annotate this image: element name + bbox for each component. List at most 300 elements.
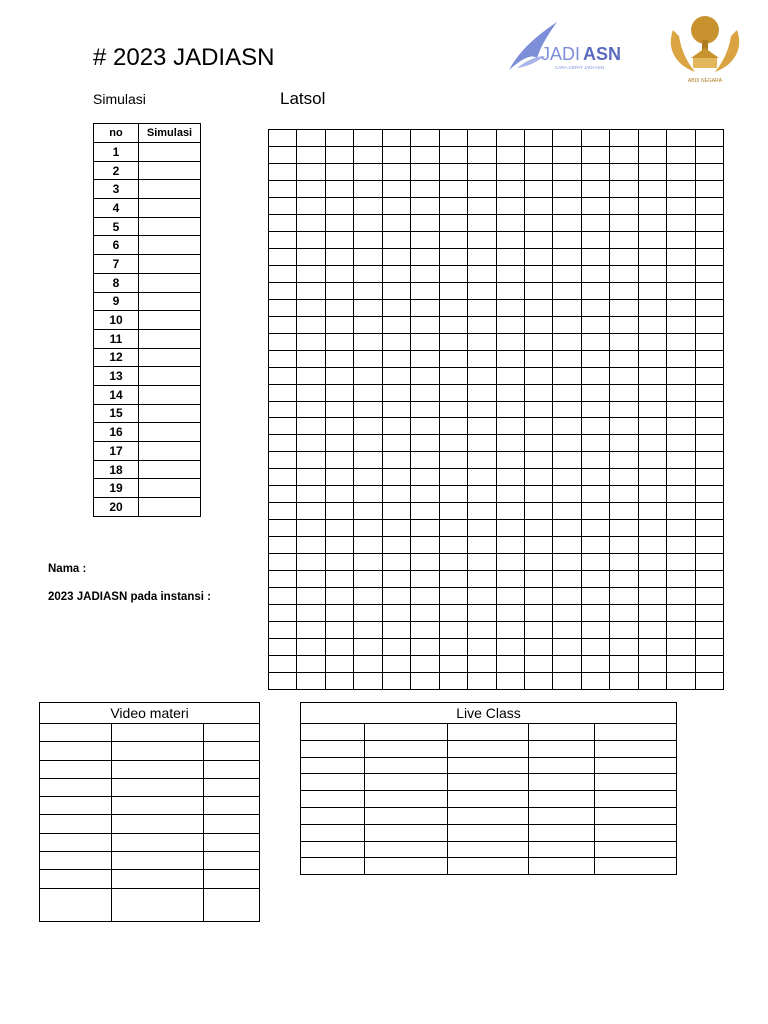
latsol-cell[interactable] (297, 367, 325, 384)
latsol-cell[interactable] (496, 503, 524, 520)
video-cell[interactable] (204, 797, 260, 815)
latsol-cell[interactable] (667, 350, 695, 367)
latsol-cell[interactable] (496, 554, 524, 571)
latsol-cell[interactable] (638, 197, 666, 214)
latsol-cell[interactable] (524, 452, 552, 469)
latsol-cell[interactable] (325, 401, 353, 418)
latsol-cell[interactable] (667, 180, 695, 197)
live-class-cell[interactable] (448, 807, 529, 824)
live-class-cell[interactable] (301, 724, 365, 741)
simulasi-score-cell[interactable] (139, 217, 201, 236)
latsol-cell[interactable] (297, 469, 325, 486)
latsol-cell[interactable] (524, 384, 552, 401)
latsol-cell[interactable] (354, 486, 382, 503)
latsol-cell[interactable] (468, 452, 496, 469)
latsol-cell[interactable] (553, 673, 581, 690)
live-class-cell[interactable] (365, 807, 448, 824)
video-cell[interactable] (112, 833, 204, 851)
latsol-cell[interactable] (297, 299, 325, 316)
simulasi-score-cell[interactable] (139, 367, 201, 386)
latsol-cell[interactable] (553, 486, 581, 503)
latsol-cell[interactable] (439, 316, 467, 333)
latsol-cell[interactable] (610, 367, 638, 384)
latsol-cell[interactable] (638, 469, 666, 486)
latsol-cell[interactable] (354, 180, 382, 197)
latsol-cell[interactable] (468, 197, 496, 214)
latsol-cell[interactable] (524, 146, 552, 163)
latsol-cell[interactable] (610, 180, 638, 197)
latsol-cell[interactable] (297, 265, 325, 282)
latsol-cell[interactable] (411, 435, 439, 452)
latsol-cell[interactable] (468, 265, 496, 282)
latsol-cell[interactable] (553, 248, 581, 265)
latsol-cell[interactable] (695, 435, 723, 452)
video-cell[interactable] (112, 888, 204, 921)
latsol-cell[interactable] (610, 520, 638, 537)
latsol-cell[interactable] (638, 639, 666, 656)
latsol-cell[interactable] (581, 384, 609, 401)
latsol-cell[interactable] (524, 588, 552, 605)
latsol-cell[interactable] (667, 130, 695, 147)
latsol-cell[interactable] (553, 503, 581, 520)
latsol-cell[interactable] (610, 486, 638, 503)
simulasi-score-cell[interactable] (139, 404, 201, 423)
latsol-cell[interactable] (610, 265, 638, 282)
latsol-cell[interactable] (638, 214, 666, 231)
latsol-cell[interactable] (411, 639, 439, 656)
latsol-cell[interactable] (638, 248, 666, 265)
latsol-cell[interactable] (468, 469, 496, 486)
latsol-cell[interactable] (638, 333, 666, 350)
latsol-cell[interactable] (411, 401, 439, 418)
latsol-cell[interactable] (297, 537, 325, 554)
latsol-cell[interactable] (382, 673, 410, 690)
latsol-cell[interactable] (524, 486, 552, 503)
latsol-cell[interactable] (439, 605, 467, 622)
simulasi-score-cell[interactable] (139, 498, 201, 517)
latsol-cell[interactable] (667, 214, 695, 231)
latsol-cell[interactable] (695, 639, 723, 656)
latsol-cell[interactable] (581, 299, 609, 316)
latsol-cell[interactable] (325, 656, 353, 673)
latsol-cell[interactable] (468, 384, 496, 401)
latsol-cell[interactable] (581, 520, 609, 537)
latsol-cell[interactable] (297, 197, 325, 214)
latsol-cell[interactable] (354, 214, 382, 231)
latsol-cell[interactable] (496, 435, 524, 452)
latsol-cell[interactable] (411, 197, 439, 214)
latsol-cell[interactable] (553, 130, 581, 147)
latsol-cell[interactable] (382, 605, 410, 622)
latsol-cell[interactable] (667, 503, 695, 520)
latsol-cell[interactable] (269, 163, 297, 180)
latsol-cell[interactable] (496, 265, 524, 282)
latsol-cell[interactable] (581, 350, 609, 367)
video-cell[interactable] (112, 724, 204, 742)
latsol-cell[interactable] (354, 673, 382, 690)
live-class-cell[interactable] (448, 791, 529, 808)
latsol-cell[interactable] (382, 656, 410, 673)
latsol-cell[interactable] (382, 248, 410, 265)
latsol-cell[interactable] (638, 571, 666, 588)
latsol-cell[interactable] (610, 452, 638, 469)
latsol-cell[interactable] (382, 367, 410, 384)
latsol-cell[interactable] (325, 367, 353, 384)
latsol-cell[interactable] (269, 469, 297, 486)
latsol-cell[interactable] (354, 622, 382, 639)
latsol-cell[interactable] (553, 180, 581, 197)
latsol-cell[interactable] (269, 299, 297, 316)
latsol-cell[interactable] (667, 605, 695, 622)
latsol-cell[interactable] (638, 401, 666, 418)
latsol-cell[interactable] (695, 130, 723, 147)
latsol-cell[interactable] (297, 146, 325, 163)
live-class-cell[interactable] (595, 841, 677, 858)
latsol-cell[interactable] (439, 554, 467, 571)
live-class-cell[interactable] (365, 740, 448, 757)
latsol-cell[interactable] (411, 316, 439, 333)
latsol-cell[interactable] (524, 248, 552, 265)
latsol-cell[interactable] (269, 316, 297, 333)
latsol-cell[interactable] (581, 622, 609, 639)
latsol-cell[interactable] (524, 197, 552, 214)
latsol-cell[interactable] (439, 588, 467, 605)
live-class-cell[interactable] (365, 824, 448, 841)
simulasi-score-cell[interactable] (139, 348, 201, 367)
latsol-cell[interactable] (581, 571, 609, 588)
latsol-cell[interactable] (496, 130, 524, 147)
latsol-cell[interactable] (524, 299, 552, 316)
latsol-cell[interactable] (553, 622, 581, 639)
latsol-cell[interactable] (411, 214, 439, 231)
latsol-cell[interactable] (610, 435, 638, 452)
latsol-cell[interactable] (297, 350, 325, 367)
live-class-cell[interactable] (365, 791, 448, 808)
latsol-cell[interactable] (411, 350, 439, 367)
latsol-cell[interactable] (695, 503, 723, 520)
latsol-cell[interactable] (581, 673, 609, 690)
latsol-cell[interactable] (496, 350, 524, 367)
latsol-cell[interactable] (468, 571, 496, 588)
latsol-cell[interactable] (382, 469, 410, 486)
latsol-cell[interactable] (325, 384, 353, 401)
latsol-cell[interactable] (581, 588, 609, 605)
latsol-cell[interactable] (667, 673, 695, 690)
live-class-cell[interactable] (529, 774, 595, 791)
latsol-cell[interactable] (610, 163, 638, 180)
latsol-cell[interactable] (496, 367, 524, 384)
latsol-cell[interactable] (269, 248, 297, 265)
video-cell[interactable] (112, 870, 204, 888)
latsol-cell[interactable] (411, 418, 439, 435)
latsol-cell[interactable] (496, 452, 524, 469)
latsol-cell[interactable] (695, 588, 723, 605)
latsol-cell[interactable] (325, 231, 353, 248)
latsol-cell[interactable] (667, 537, 695, 554)
latsol-cell[interactable] (695, 231, 723, 248)
latsol-cell[interactable] (553, 163, 581, 180)
video-cell[interactable] (40, 870, 112, 888)
video-cell[interactable] (204, 760, 260, 778)
latsol-cell[interactable] (382, 452, 410, 469)
latsol-cell[interactable] (695, 418, 723, 435)
latsol-cell[interactable] (354, 639, 382, 656)
latsol-cell[interactable] (297, 673, 325, 690)
live-class-cell[interactable] (448, 858, 529, 875)
latsol-cell[interactable] (581, 605, 609, 622)
live-class-cell[interactable] (301, 824, 365, 841)
latsol-cell[interactable] (439, 571, 467, 588)
latsol-cell[interactable] (695, 265, 723, 282)
latsol-cell[interactable] (524, 265, 552, 282)
latsol-cell[interactable] (667, 486, 695, 503)
latsol-cell[interactable] (581, 639, 609, 656)
latsol-cell[interactable] (667, 401, 695, 418)
latsol-cell[interactable] (411, 384, 439, 401)
latsol-cell[interactable] (382, 622, 410, 639)
latsol-cell[interactable] (610, 248, 638, 265)
latsol-cell[interactable] (667, 248, 695, 265)
latsol-cell[interactable] (496, 418, 524, 435)
latsol-cell[interactable] (638, 605, 666, 622)
latsol-cell[interactable] (524, 130, 552, 147)
latsol-cell[interactable] (354, 197, 382, 214)
latsol-cell[interactable] (667, 299, 695, 316)
latsol-cell[interactable] (411, 588, 439, 605)
live-class-cell[interactable] (529, 791, 595, 808)
latsol-cell[interactable] (468, 316, 496, 333)
latsol-cell[interactable] (354, 418, 382, 435)
latsol-cell[interactable] (325, 673, 353, 690)
latsol-cell[interactable] (297, 214, 325, 231)
latsol-cell[interactable] (524, 673, 552, 690)
latsol-cell[interactable] (553, 469, 581, 486)
latsol-cell[interactable] (325, 350, 353, 367)
latsol-cell[interactable] (524, 571, 552, 588)
latsol-cell[interactable] (496, 401, 524, 418)
latsol-cell[interactable] (610, 622, 638, 639)
latsol-cell[interactable] (638, 435, 666, 452)
latsol-cell[interactable] (553, 350, 581, 367)
live-class-cell[interactable] (595, 724, 677, 741)
latsol-cell[interactable] (354, 452, 382, 469)
latsol-cell[interactable] (382, 282, 410, 299)
latsol-cell[interactable] (524, 350, 552, 367)
simulasi-score-cell[interactable] (139, 292, 201, 311)
latsol-cell[interactable] (411, 673, 439, 690)
latsol-cell[interactable] (411, 537, 439, 554)
simulasi-score-cell[interactable] (139, 255, 201, 274)
latsol-cell[interactable] (325, 435, 353, 452)
latsol-cell[interactable] (411, 622, 439, 639)
live-class-cell[interactable] (365, 858, 448, 875)
simulasi-score-cell[interactable] (139, 442, 201, 461)
latsol-cell[interactable] (439, 282, 467, 299)
latsol-cell[interactable] (439, 180, 467, 197)
live-class-cell[interactable] (448, 740, 529, 757)
latsol-cell[interactable] (638, 231, 666, 248)
latsol-cell[interactable] (354, 146, 382, 163)
latsol-cell[interactable] (496, 231, 524, 248)
live-class-cell[interactable] (448, 841, 529, 858)
latsol-cell[interactable] (354, 384, 382, 401)
latsol-cell[interactable] (581, 537, 609, 554)
simulasi-score-cell[interactable] (139, 423, 201, 442)
latsol-cell[interactable] (524, 503, 552, 520)
latsol-cell[interactable] (325, 333, 353, 350)
latsol-cell[interactable] (468, 520, 496, 537)
latsol-cell[interactable] (553, 656, 581, 673)
latsol-cell[interactable] (297, 316, 325, 333)
latsol-cell[interactable] (524, 401, 552, 418)
latsol-cell[interactable] (354, 469, 382, 486)
latsol-cell[interactable] (496, 537, 524, 554)
latsol-cell[interactable] (325, 163, 353, 180)
latsol-cell[interactable] (695, 299, 723, 316)
latsol-cell[interactable] (695, 316, 723, 333)
live-class-cell[interactable] (448, 724, 529, 741)
latsol-cell[interactable] (667, 163, 695, 180)
live-class-cell[interactable] (595, 774, 677, 791)
latsol-cell[interactable] (638, 503, 666, 520)
latsol-cell[interactable] (269, 282, 297, 299)
latsol-cell[interactable] (524, 231, 552, 248)
latsol-cell[interactable] (695, 673, 723, 690)
video-cell[interactable] (204, 724, 260, 742)
latsol-cell[interactable] (667, 146, 695, 163)
latsol-cell[interactable] (354, 656, 382, 673)
latsol-cell[interactable] (354, 299, 382, 316)
latsol-cell[interactable] (382, 384, 410, 401)
latsol-cell[interactable] (553, 282, 581, 299)
latsol-cell[interactable] (325, 146, 353, 163)
latsol-cell[interactable] (439, 163, 467, 180)
simulasi-score-cell[interactable] (139, 385, 201, 404)
latsol-cell[interactable] (297, 452, 325, 469)
latsol-cell[interactable] (468, 418, 496, 435)
latsol-cell[interactable] (411, 367, 439, 384)
latsol-cell[interactable] (524, 214, 552, 231)
latsol-cell[interactable] (325, 316, 353, 333)
latsol-cell[interactable] (297, 401, 325, 418)
video-cell[interactable] (204, 815, 260, 833)
latsol-cell[interactable] (269, 452, 297, 469)
latsol-cell[interactable] (695, 622, 723, 639)
latsol-cell[interactable] (581, 401, 609, 418)
latsol-cell[interactable] (553, 401, 581, 418)
live-class-cell[interactable] (301, 841, 365, 858)
simulasi-score-cell[interactable] (139, 180, 201, 199)
latsol-cell[interactable] (269, 231, 297, 248)
simulasi-score-cell[interactable] (139, 236, 201, 255)
latsol-cell[interactable] (610, 197, 638, 214)
latsol-cell[interactable] (667, 452, 695, 469)
latsol-cell[interactable] (411, 282, 439, 299)
latsol-cell[interactable] (411, 503, 439, 520)
latsol-cell[interactable] (581, 231, 609, 248)
latsol-cell[interactable] (553, 452, 581, 469)
latsol-cell[interactable] (638, 180, 666, 197)
latsol-cell[interactable] (411, 265, 439, 282)
latsol-cell[interactable] (610, 231, 638, 248)
latsol-cell[interactable] (325, 605, 353, 622)
latsol-cell[interactable] (297, 248, 325, 265)
latsol-cell[interactable] (354, 435, 382, 452)
latsol-cell[interactable] (695, 554, 723, 571)
latsol-cell[interactable] (610, 282, 638, 299)
latsol-cell[interactable] (325, 418, 353, 435)
latsol-cell[interactable] (496, 299, 524, 316)
latsol-cell[interactable] (667, 282, 695, 299)
latsol-cell[interactable] (610, 605, 638, 622)
latsol-cell[interactable] (297, 333, 325, 350)
latsol-cell[interactable] (382, 537, 410, 554)
latsol-cell[interactable] (610, 554, 638, 571)
video-cell[interactable] (204, 742, 260, 760)
latsol-cell[interactable] (638, 673, 666, 690)
latsol-cell[interactable] (269, 622, 297, 639)
latsol-cell[interactable] (269, 588, 297, 605)
latsol-cell[interactable] (638, 282, 666, 299)
latsol-cell[interactable] (667, 418, 695, 435)
latsol-cell[interactable] (581, 130, 609, 147)
latsol-cell[interactable] (411, 248, 439, 265)
latsol-cell[interactable] (411, 469, 439, 486)
latsol-cell[interactable] (496, 622, 524, 639)
live-class-cell[interactable] (365, 841, 448, 858)
latsol-cell[interactable] (638, 622, 666, 639)
video-cell[interactable] (40, 742, 112, 760)
latsol-cell[interactable] (325, 214, 353, 231)
latsol-cell[interactable] (610, 146, 638, 163)
latsol-cell[interactable] (638, 350, 666, 367)
latsol-cell[interactable] (269, 333, 297, 350)
latsol-cell[interactable] (439, 299, 467, 316)
latsol-cell[interactable] (638, 537, 666, 554)
latsol-cell[interactable] (695, 656, 723, 673)
latsol-cell[interactable] (610, 503, 638, 520)
latsol-cell[interactable] (325, 520, 353, 537)
latsol-cell[interactable] (667, 231, 695, 248)
live-class-cell[interactable] (529, 841, 595, 858)
latsol-cell[interactable] (496, 146, 524, 163)
latsol-cell[interactable] (382, 299, 410, 316)
latsol-cell[interactable] (610, 299, 638, 316)
live-class-cell[interactable] (301, 757, 365, 774)
latsol-cell[interactable] (297, 588, 325, 605)
live-class-cell[interactable] (529, 724, 595, 741)
latsol-cell[interactable] (325, 248, 353, 265)
latsol-cell[interactable] (439, 367, 467, 384)
latsol-cell[interactable] (354, 248, 382, 265)
video-cell[interactable] (204, 852, 260, 870)
latsol-cell[interactable] (667, 384, 695, 401)
latsol-cell[interactable] (695, 163, 723, 180)
latsol-cell[interactable] (439, 520, 467, 537)
latsol-cell[interactable] (468, 214, 496, 231)
live-class-cell[interactable] (529, 824, 595, 841)
live-class-cell[interactable] (529, 740, 595, 757)
live-class-cell[interactable] (301, 740, 365, 757)
latsol-cell[interactable] (439, 673, 467, 690)
latsol-cell[interactable] (581, 180, 609, 197)
latsol-cell[interactable] (411, 656, 439, 673)
latsol-cell[interactable] (297, 435, 325, 452)
latsol-cell[interactable] (581, 214, 609, 231)
latsol-cell[interactable] (269, 639, 297, 656)
latsol-cell[interactable] (581, 418, 609, 435)
latsol-cell[interactable] (269, 265, 297, 282)
